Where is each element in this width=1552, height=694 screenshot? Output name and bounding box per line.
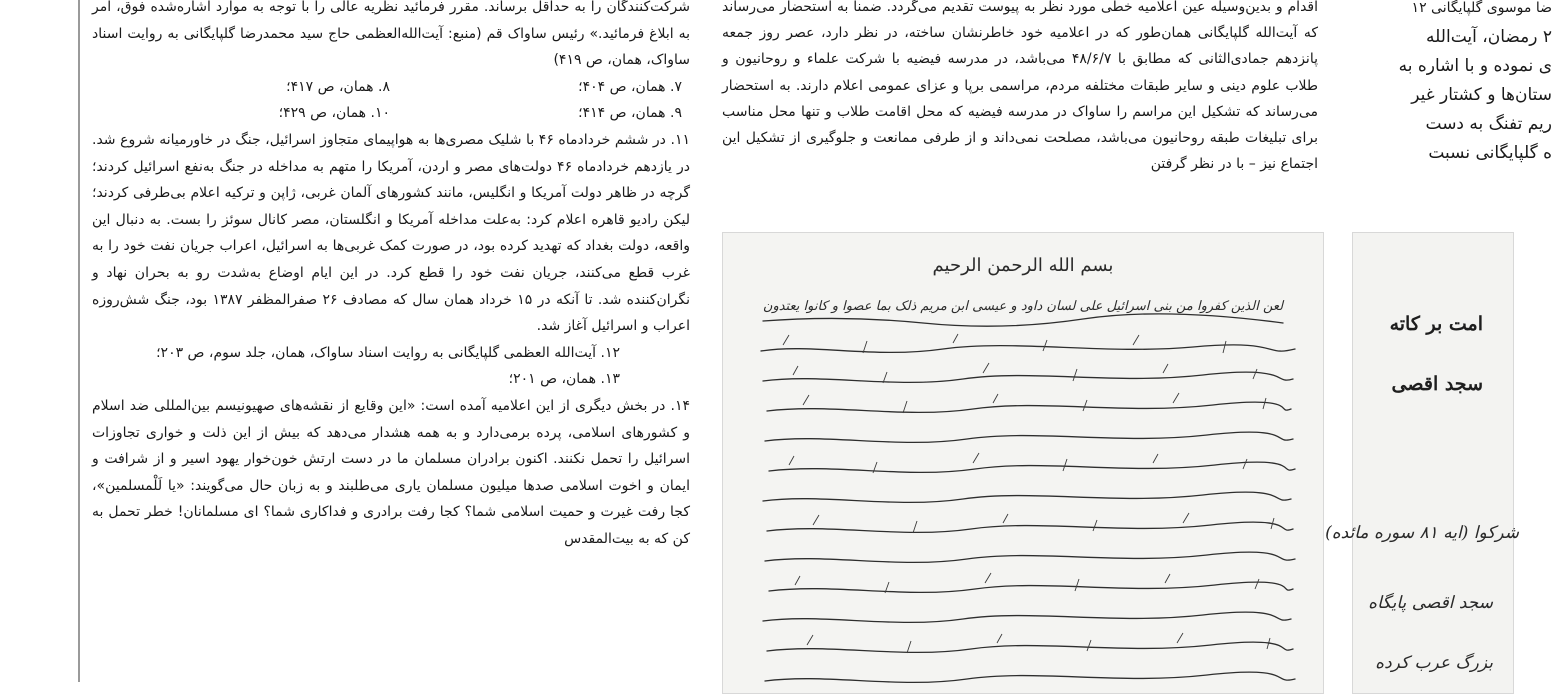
right-text-line: ۲ رمضان، آیت‌الله bbox=[1426, 27, 1552, 47]
footnote-row bbox=[92, 100, 690, 127]
declaration-script: بزرگ عرب کرده bbox=[1375, 653, 1493, 673]
right-text-column bbox=[1352, 0, 1552, 168]
footnote-14: ۱۴. در بخش دیگری از این اعلامیه آمده است: «این وقایع از نقشه‌های صهیونیسم بین‌المللی ضد اسلام و کشورهای اسلامی، پرده برمی‌دارد و به همه هشدار می‌دهد که بیش از این ذلت و خواری تجاوزات اسرائیل را تحمل نکنند. اکنون برادران مسلمان ما در دست ارتش خون‌خوار یهود اسیر و از شرافت و ایمان و اخوت اسلامی صدها میلیون مسلمان یاری می‌طلبند و به زبان حال می‌گویند: «یا لَلْمسلمین»، کجا رفت غیرت و حمیت اسلامی شما؟ کجا رفت برادری و فداکاری شما؟ ای مسلمانان! خطر تحمل به کن که به بیت‌المقدس bbox=[92, 397, 690, 547]
right-text-line: ستان‌ها و کشتار غیر bbox=[1411, 85, 1552, 105]
footnote-7: ۷. همان، ص ۴۰۴؛ bbox=[578, 78, 682, 95]
handwriting-lines bbox=[723, 233, 1323, 693]
manuscript-verse: لعن الذین کفروا من بنی اسرائیل علی لسان داود و عیسی ابن مریم ذلک بما عصوا و کانوا یعتدون bbox=[762, 299, 1284, 314]
right-text-line: ه گلپایگانی نسبت bbox=[1428, 143, 1552, 163]
footnote-9: ۹. همان، ص ۴۱۴؛ bbox=[578, 105, 682, 122]
printed-declaration-image bbox=[1325, 232, 1519, 694]
declaration-script: سجد اقصی پایگاه bbox=[1368, 593, 1493, 613]
right-text-line: ریم تفنگ به دست bbox=[1425, 114, 1552, 134]
right-text-line: ضا موسوی گلپایگانی ۱۲ bbox=[1411, 0, 1552, 16]
manuscript-bismillah: بسم الله الرحمن الرحیم bbox=[932, 255, 1114, 276]
footnote-10: ۱۰. همان، ص ۴۲۹؛ bbox=[278, 105, 390, 122]
footnote-row bbox=[92, 74, 690, 101]
right-text-line: ی نموده و با اشاره به bbox=[1398, 56, 1552, 76]
footnote-11: ۱۱. در ششم خردادماه ۴۶ با شلیک مصری‌ها به هواپیمای متجاوز اسرائیل، جنگ در خاورمیانه شروع شد. در یازدهم خردادماه ۴۶ دولت‌های مصر و اردن، آمریکا را متهم به مداخله در جنگ به‌نفع اسرائیل کردند؛ گرچه در ظاهر دولت آمریکا و انگلیس، مانند کشورهای آلمان غربی، ژاپن و ترکیه اعلام بی‌طرفی کردند؛ لیکن رادیو قاهره اعلام کرد: به‌علت مداخله آمریکا و انگلستان، مصر کانال سوئز را بست. به دنبال این واقعه، دولت بغداد که تهدید کرده بود، در صورت کمک غربی‌ها به اسرائیل، اعراب جریان نفت خود را به غرب قطع می‌کنند، جریان نفت خود را قطع کرد. در این ایام اوضاع به‌شدت رو به بحران نهاد و نگران‌کننده شد. تا آنکه در ۱۵ خرداد همان سال که مصادف ۲۶ صفرالمظفر ۱۳۸۷ بود، جنگ شش‌روزه اعراب و اسرائیل آغاز شد. bbox=[92, 131, 691, 335]
footnote-13: ۱۳. همان، ص ۲۰۱؛ bbox=[508, 371, 620, 388]
declaration-heading: سجد اقصی bbox=[1391, 373, 1483, 395]
left-text-column bbox=[92, 0, 690, 552]
declaration-heading: امت بر کاته bbox=[1389, 313, 1483, 335]
letter-text: شرکت‌کنندگان را به حداقل برساند. مقرر فرمائید نظریه عالی را با توجه به موارد اشاره‌شده فوق، امر به ابلاغ فرمائید.» رئیس ساواک قم (منبع: آیت‌الله‌العظمی حاج سید محمدرضا گلپایگانی به روایت اسناد ساواک، همان، ص ۴۱۹) bbox=[92, 0, 690, 69]
declaration-script: شرکوا (ایه ۸۱ سوره مائده) bbox=[1325, 523, 1519, 543]
footnote-12: ۱۲. آیت‌الله العظمی گلپایگانی به روایت اسناد ساواک، همان، جلد سوم، ص ۲۰۳؛ bbox=[156, 344, 620, 361]
body-paragraph: اقدام و بدین‌وسیله عین اعلامیه خطی مورد نظر به پیوست تقدیم می‌گردد. ضمناً به استحضار می‌رساند که آیت‌الله گلپایگانی همان‌طور که در اعلامیه خود خاطرنشان ساخته، در نظر دارد، عصر روز جمعه پانزدهم جمادی‌الثانی که مطابق با ۴۸/۶/۷ می‌باشد، در مدرسه فیضیه با شرکت علماء و روحانیون و طلاب علوم دینی و سایر طبقات مختلفه مردم، مراسمی برپا و عزای عمومی اعلام دارند. به استحضار می‌رساند که تشکیل این مراسم را ساواک در مدرسه فیضیه که محل اقامت طلاب و تنها محل مناسب برای تبلیغات طبقه روحانیون می‌باشد، مصلحت نمی‌داند و از طرفی ممانعت و جلوگیری از تشکیل این اجتماع نیز – با در نظر گرفتن bbox=[722, 0, 1318, 173]
middle-text-column bbox=[722, 0, 1318, 177]
footnote-8: ۸. همان، ص ۴۱۷؛ bbox=[286, 78, 390, 95]
page-gutter-divider bbox=[78, 0, 80, 682]
handwritten-declaration-image bbox=[722, 232, 1324, 694]
